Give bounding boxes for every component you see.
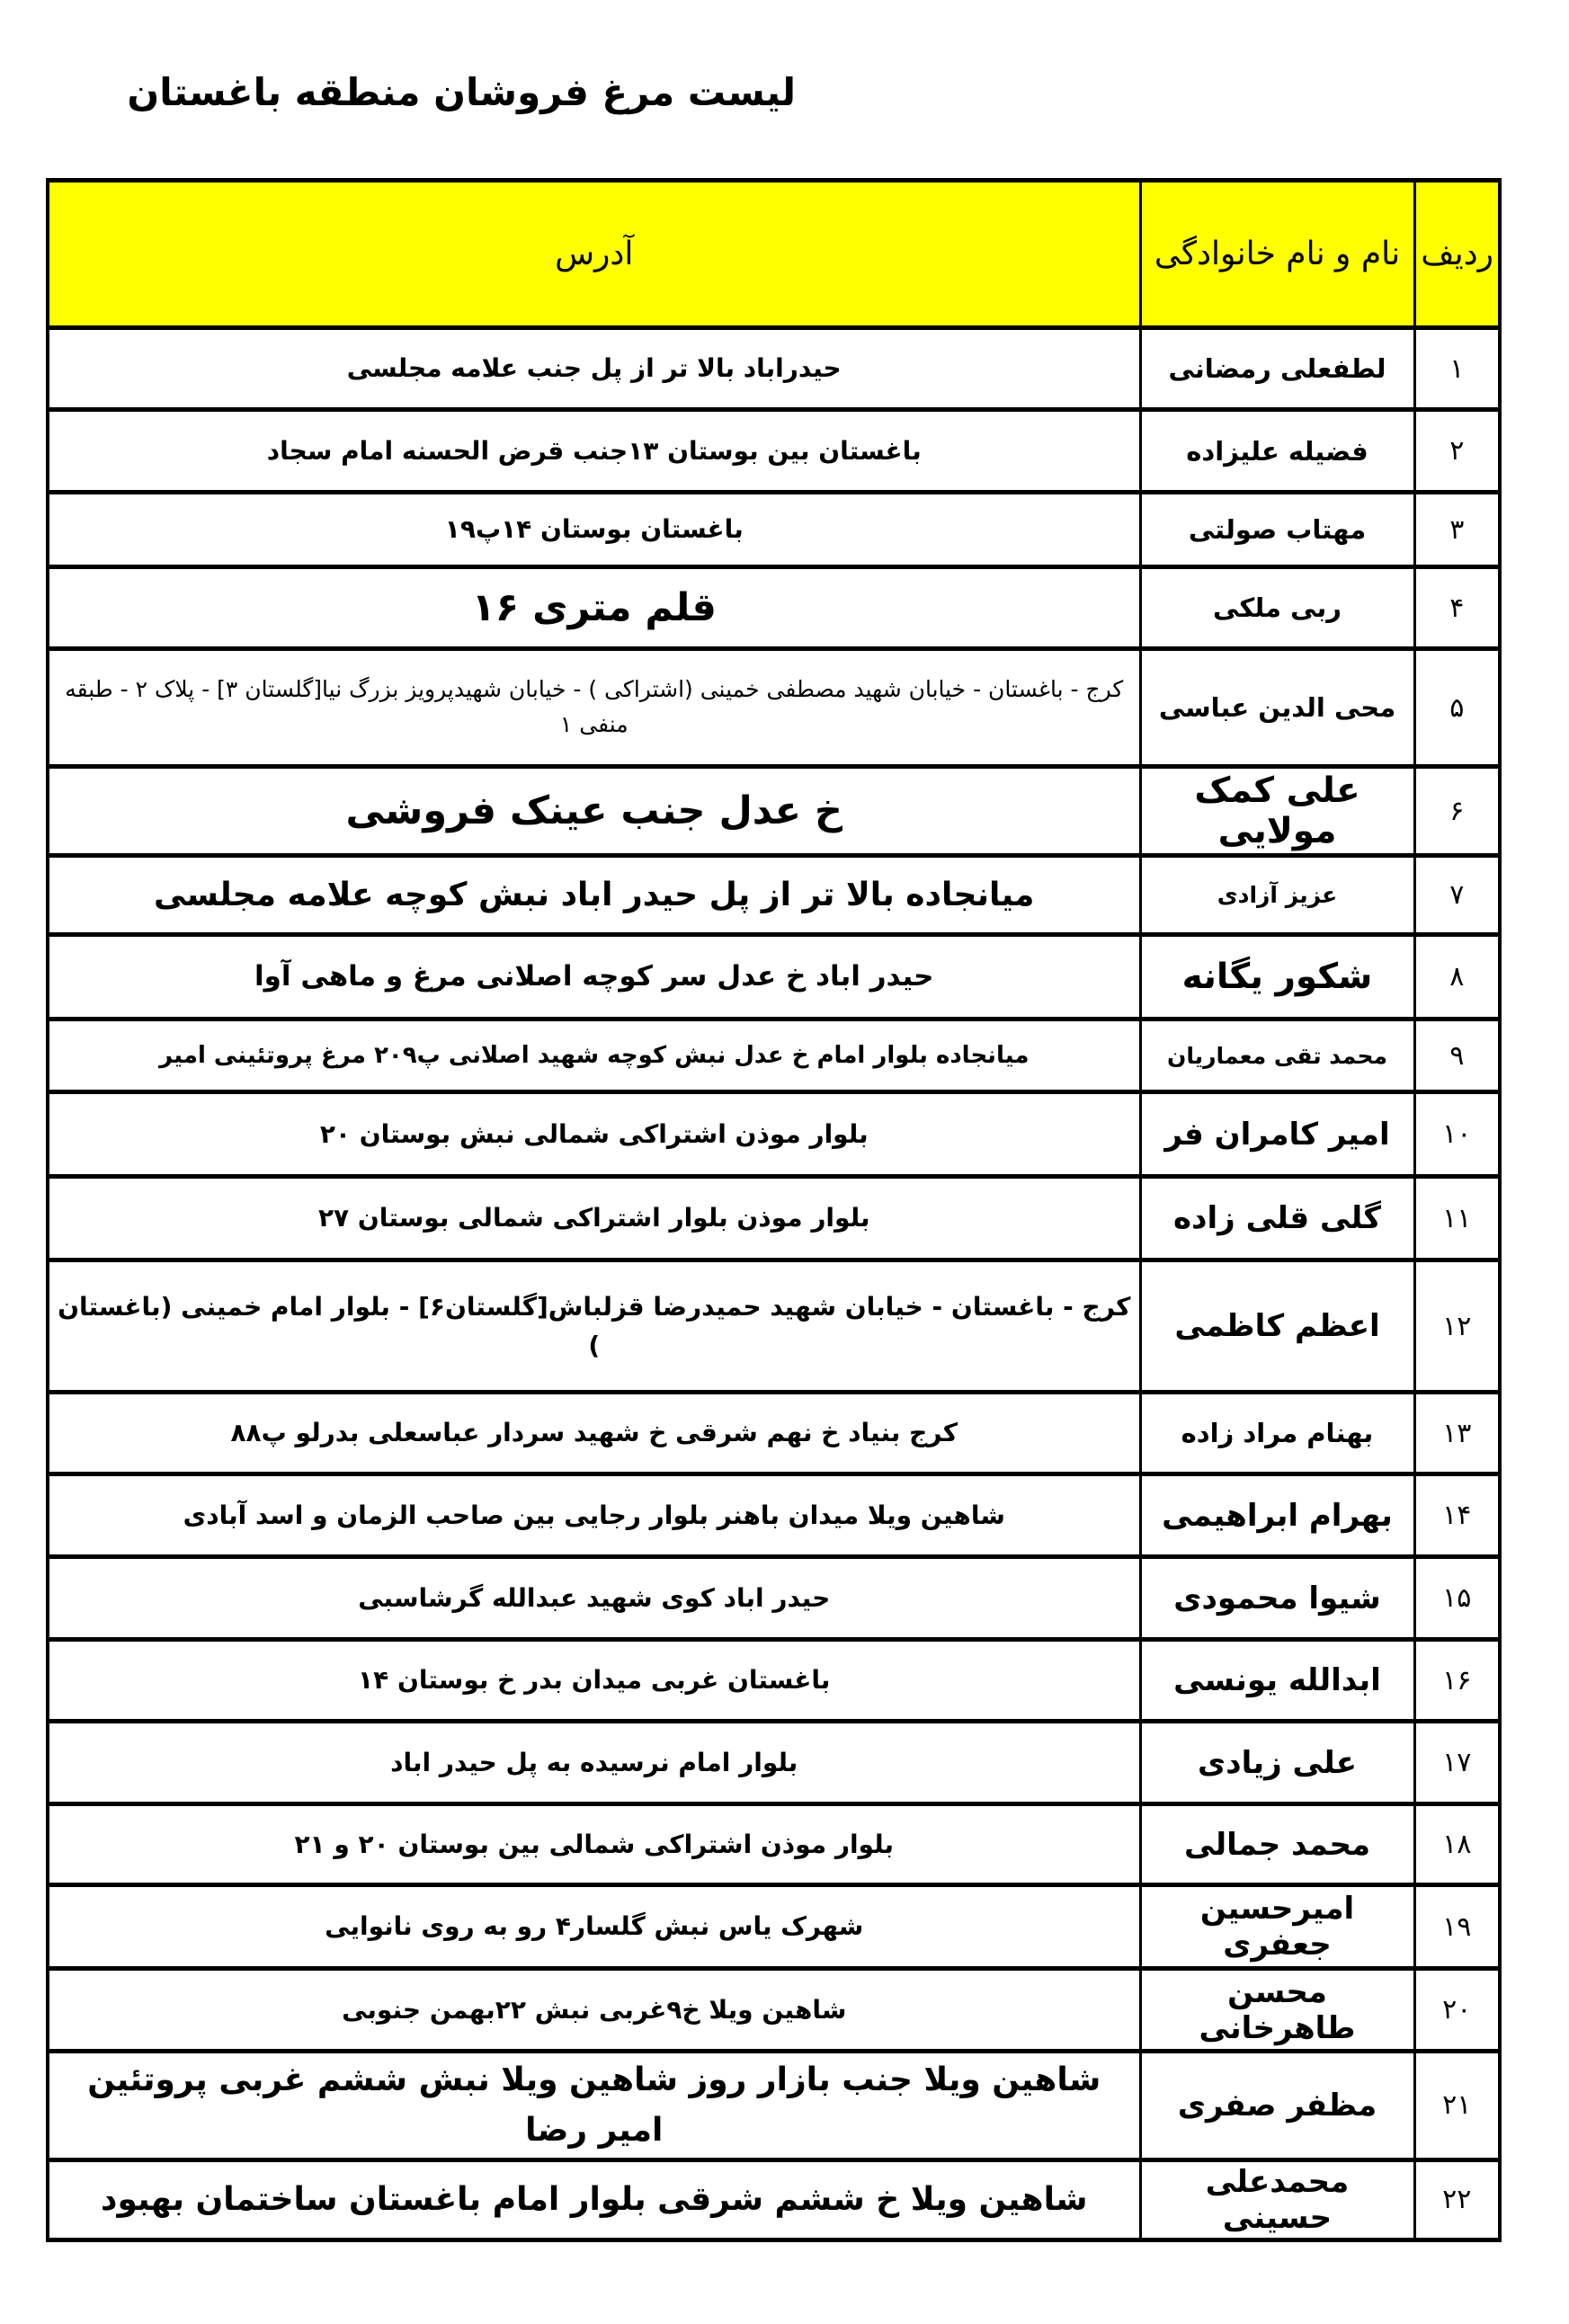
- table-row: [48, 1722, 1500, 1804]
- address-cell: خ عدل جنب عینک فروشی: [48, 767, 1140, 856]
- table-row: [48, 328, 1500, 410]
- table-row: [48, 1393, 1500, 1474]
- row-number-cell: ۲۰: [1414, 1969, 1500, 2052]
- table-row: [48, 1092, 1500, 1177]
- name-cell: لطفعلی رمضانی: [1140, 328, 1414, 410]
- name-cell: بهرام ابراهیمی: [1140, 1474, 1414, 1557]
- header-row: [48, 181, 1500, 328]
- name-cell: محسن طاهرخانی: [1140, 1969, 1414, 2052]
- address-cell: کرج - باغستان - خیابان شهید مصطفی خمینی (اشتراکی ) - خیابان شهیدپرویز بزرگ نیا[گلستان ۳] - پلاک ۲ - طبقه منفی ۱: [48, 649, 1140, 767]
- address-cell: باغستان غربی میدان بدر خ بوستان ۱۴: [48, 1640, 1140, 1722]
- name-cell: ابدالله یونسی: [1140, 1640, 1414, 1722]
- table-row: [48, 2052, 1500, 2160]
- row-number-cell: ۱۱: [1414, 1177, 1500, 1260]
- name-cell: مهتاب صولتی: [1140, 493, 1414, 567]
- row-number-cell: ۱۲: [1414, 1260, 1500, 1393]
- table-row: [48, 1804, 1500, 1885]
- address-cell: حیدر اباد کوی شهید عبدالله گرشاسبی: [48, 1557, 1140, 1640]
- table-row: [48, 935, 1500, 1020]
- table-row: [48, 1969, 1500, 2052]
- address-cell: شاهین ویلا خ۹غربی نبش ۲۲بهمن جنوبی: [48, 1969, 1140, 2052]
- name-cell: گلی قلی زاده: [1140, 1177, 1414, 1260]
- row-number-cell: ۶: [1414, 767, 1500, 856]
- row-number-cell: ۹: [1414, 1020, 1500, 1092]
- row-number-cell: ۵: [1414, 649, 1500, 767]
- table-row: [48, 1177, 1500, 1260]
- address-cell: کرج بنیاد خ نهم شرقی خ شهید سردار عباسعلی بدرلو پ۸۸: [48, 1393, 1140, 1474]
- table-row: [48, 649, 1500, 767]
- header-cell-name: نام و نام خانوادگی: [1140, 181, 1414, 328]
- table-row: [48, 493, 1500, 567]
- address-cell: میانجاده بالا تر از پل حیدر اباد نبش کوچه علامه مجلسی: [48, 856, 1140, 935]
- name-cell: مظفر صفری: [1140, 2052, 1414, 2160]
- address-cell: میانجاده بلوار امام خ عدل نبش کوچه شهید اصلانی پ۲۰۹ مرغ پروتئینی امیر: [48, 1020, 1140, 1092]
- name-cell: امیرحسین جعفری: [1140, 1885, 1414, 1969]
- name-cell: شیوا محمودی: [1140, 1557, 1414, 1640]
- name-cell: محمد تقی معماریان: [1140, 1020, 1414, 1092]
- table-row: [48, 1474, 1500, 1557]
- address-cell: باغستان بین بوستان ۱۳جنب قرض الحسنه امام سجاد: [48, 410, 1140, 493]
- table-row: [48, 1640, 1500, 1722]
- table-row: [48, 767, 1500, 856]
- address-cell: کرج - باغستان - خیابان شهید حمیدرضا قزلباش[گلستان۶] - بلوار امام خمینی (باغستان ): [48, 1260, 1140, 1393]
- address-cell: حیدر اباد خ عدل سر کوچه اصلانی مرغ و ماهی آوا: [48, 935, 1140, 1020]
- table-row: [48, 1885, 1500, 1969]
- header-cell-address: آدرس: [48, 181, 1140, 328]
- row-number-cell: ۱۶: [1414, 1640, 1500, 1722]
- table-row: [48, 567, 1500, 649]
- name-cell: علی کمک مولایی: [1140, 767, 1414, 856]
- header-cell-row-no: ردیف: [1414, 181, 1500, 328]
- row-number-cell: ۱۵: [1414, 1557, 1500, 1640]
- row-number-cell: ۲۲: [1414, 2159, 1500, 2239]
- address-cell: شهرک یاس نبش گلسار۴ رو به روی نانوایی: [48, 1885, 1140, 1969]
- name-cell: شکور یگانه: [1140, 935, 1414, 1020]
- name-cell: بهنام مراد زاده: [1140, 1393, 1414, 1474]
- row-number-cell: ۱: [1414, 328, 1500, 410]
- name-cell: فضیله علیزاده: [1140, 410, 1414, 493]
- address-cell: حیدراباد بالا تر از پل جنب علامه مجلسی: [48, 328, 1140, 410]
- row-number-cell: ۲: [1414, 410, 1500, 493]
- table-row: [48, 410, 1500, 493]
- name-cell: امیر کامران فر: [1140, 1092, 1414, 1177]
- address-cell: باغستان بوستان ۱۴پ۱۹: [48, 493, 1140, 567]
- name-cell: ربی ملکی: [1140, 567, 1414, 649]
- table-row: [48, 856, 1500, 935]
- page-title: لیست مرغ فروشان منطقه باغستان: [127, 70, 796, 114]
- row-number-cell: ۱۰: [1414, 1092, 1500, 1177]
- row-number-cell: ۳: [1414, 493, 1500, 567]
- address-cell: بلوار موذن اشتراکی شمالی نبش بوستان ۲۰: [48, 1092, 1140, 1177]
- name-cell: علی زیادی: [1140, 1722, 1414, 1804]
- name-cell: محمد جمالی: [1140, 1804, 1414, 1885]
- address-cell: شاهین ویلا جنب بازار روز شاهین ویلا نبش ششم غربی پروتئین امیر رضا: [48, 2052, 1140, 2160]
- table-row: [48, 2159, 1500, 2239]
- address-cell: شاهین ویلا میدان باهنر بلوار رجایی بین صاحب الزمان و اسد آبادی: [48, 1474, 1140, 1557]
- row-number-cell: ۸: [1414, 935, 1500, 1020]
- name-cell: عزیز آزادی: [1140, 856, 1414, 935]
- address-cell: قلم متری ۱۶: [48, 567, 1140, 649]
- address-cell: شاهین ویلا خ ششم شرقی بلوار امام باغستان ساختمان بهبود: [48, 2159, 1140, 2239]
- row-number-cell: ۱۳: [1414, 1393, 1500, 1474]
- row-number-cell: ۱۹: [1414, 1885, 1500, 1969]
- row-number-cell: ۱۴: [1414, 1474, 1500, 1557]
- address-cell: بلوار موذن بلوار اشتراکی شمالی بوستان ۲۷: [48, 1177, 1140, 1260]
- row-number-cell: ۷: [1414, 856, 1500, 935]
- row-number-cell: ۲۱: [1414, 2052, 1500, 2160]
- name-cell: اعظم کاظمی: [1140, 1260, 1414, 1393]
- row-number-cell: ۴: [1414, 567, 1500, 649]
- vendors-table: [46, 178, 1502, 2242]
- address-cell: بلوار امام نرسیده به پل حیدر اباد: [48, 1722, 1140, 1804]
- table-row: [48, 1020, 1500, 1092]
- name-cell: محی الدین عباسی: [1140, 649, 1414, 767]
- table-row: [48, 1557, 1500, 1640]
- name-cell: محمدعلی حسینی: [1140, 2159, 1414, 2239]
- row-number-cell: ۱۸: [1414, 1804, 1500, 1885]
- table-row: [48, 1260, 1500, 1393]
- address-cell: بلوار موذن اشتراکی شمالی بین بوستان ۲۰ و ۲۱: [48, 1804, 1140, 1885]
- row-number-cell: ۱۷: [1414, 1722, 1500, 1804]
